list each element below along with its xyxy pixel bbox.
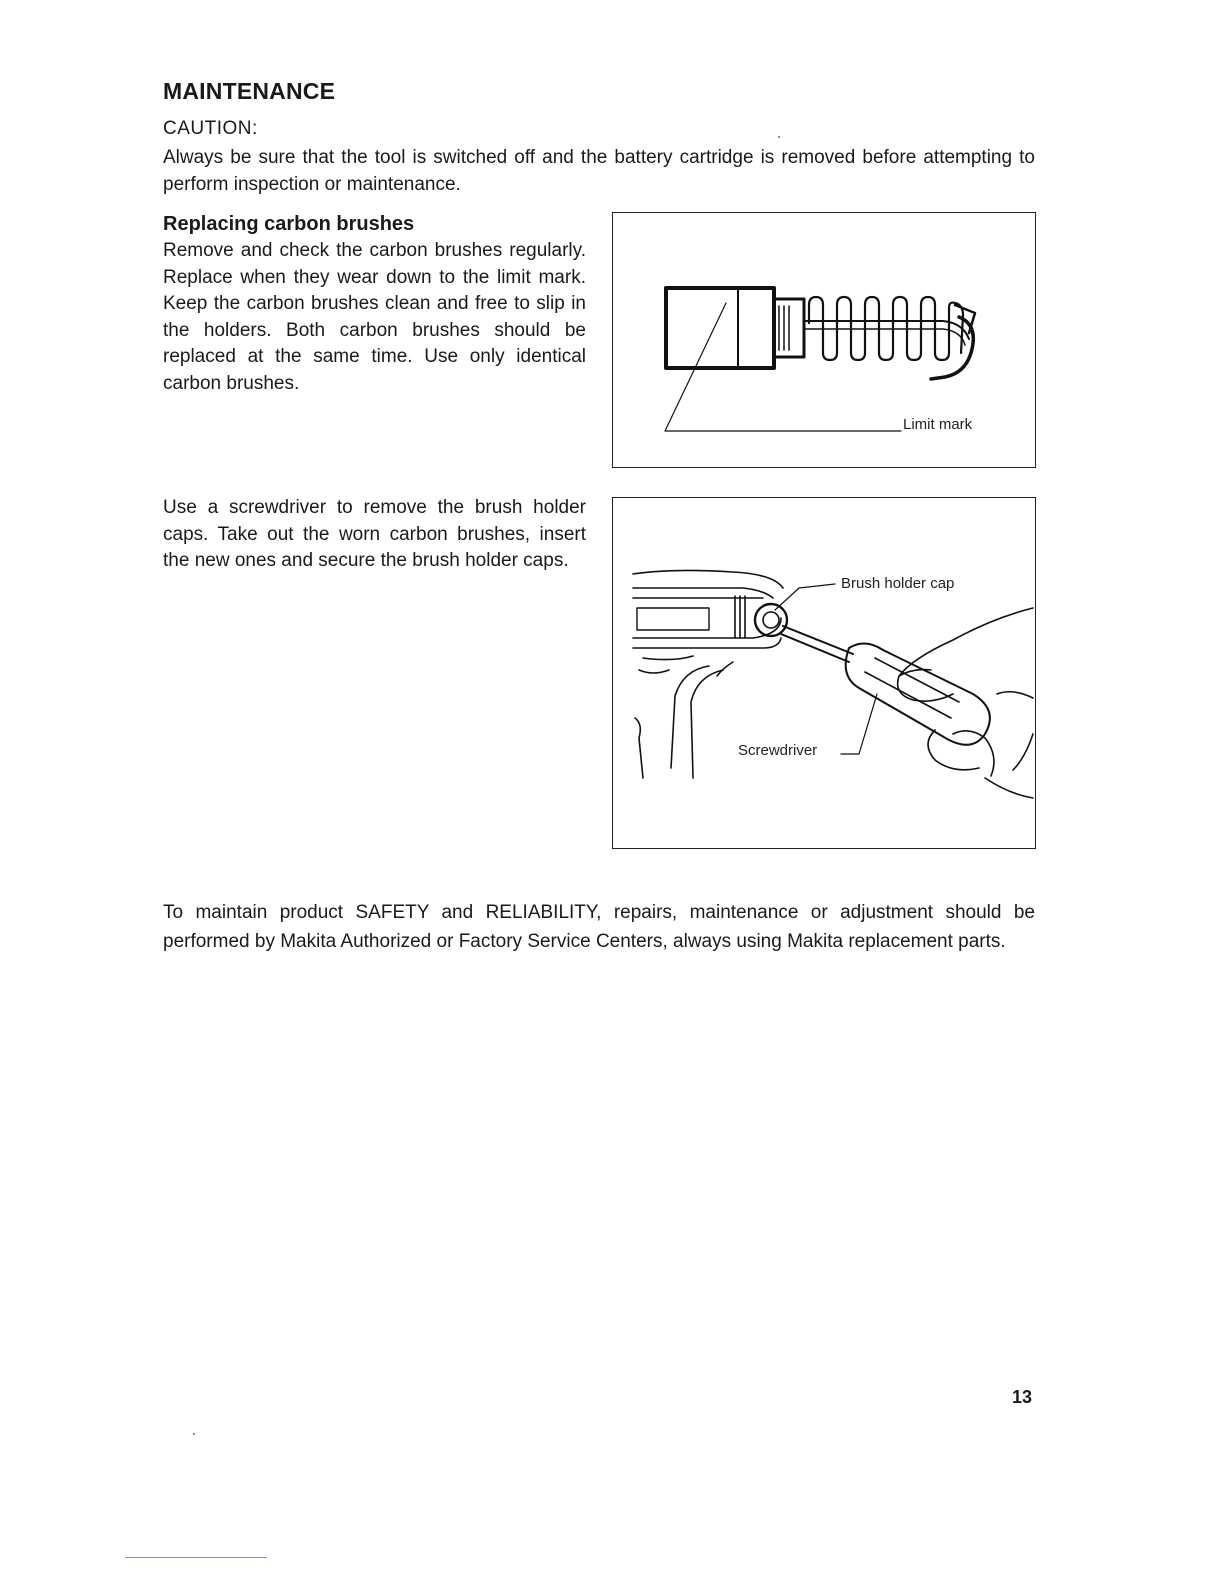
caution-text: Always be sure that the tool is switched off and the battery cartridge is removed before attempting to perform inspection or maintenance. [163,147,1035,195]
screwdriver-label: Screwdriver [738,742,818,759]
brush-holder-cap-figure [612,497,1036,849]
caution-label: CAUTION: [163,118,258,139]
screwdriver-removal-illustration [613,498,1035,848]
limit-mark-label: Limit mark [903,416,973,433]
brush-holder-cap-label: Brush holder cap [841,575,955,592]
page-number: 13 [1012,1387,1033,1407]
service-note: To maintain product SAFETY and RELIABILITY, repairs, maintenance or adjustment should be performed by Makita Authorized or Factory Service Centers, always using Makita replacement parts. [163,902,1035,952]
replacing-paragraph-2: Use a screwdriver to remove the brush holder caps. Take out the worn carbon brushes, insert the new ones and secure the brush holder caps. [163,497,586,571]
replacing-paragraph-1: Remove and check the carbon brushes regularly. Replace when they wear down to the limit mark. Keep the carbon brushes clean and free to slip in the holders. Both carbon brushes should be replaced at the same time. Use only identical carbon brushes. [163,240,586,394]
scan-speck [778,136,780,138]
section-heading: MAINTENANCE [163,78,336,104]
footer-rule [125,1557,267,1558]
replacing-brushes-heading: Replacing carbon brushes [163,213,415,235]
carbon-brush-figure [612,212,1036,468]
scan-speck [193,1433,195,1435]
